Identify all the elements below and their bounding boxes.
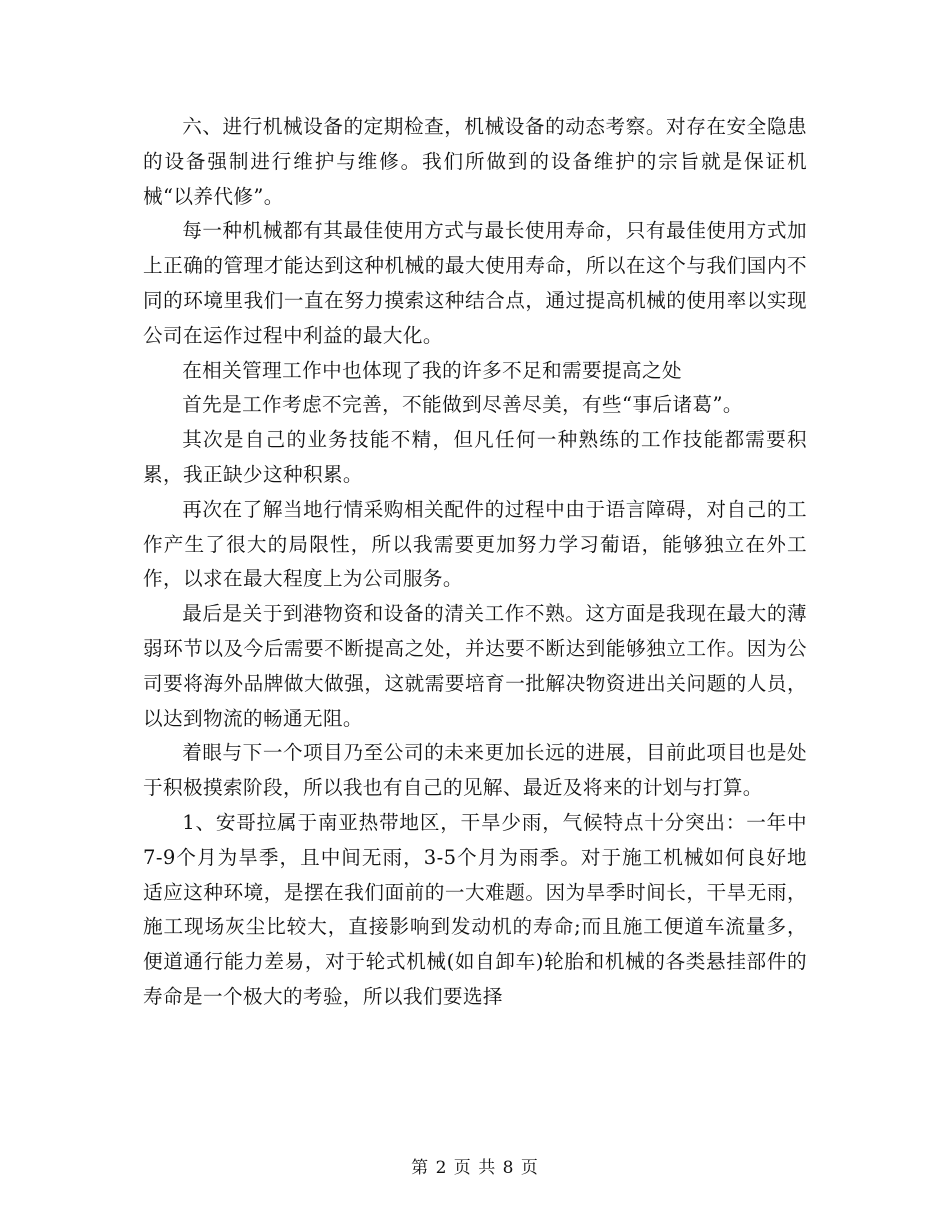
document-body: [143, 110, 807, 1015]
paragraph-plan-item-1: 1、安哥拉属于南亚热带地区，干旱少雨，气候特点十分突出：一年中7-9个月为旱季，且中间无雨，3-5个月为雨季。对于施工机械如何良好地适应这种环境，是摆在我们面前的一大难题。因为旱季时间长，干旱无雨，施工现场灰尘比较大，直接影响到发动机的寿命;而且施工便道车流量多，便道通行能力差易，对于轮式机械(如自卸车)轮胎和机械的各类悬挂部件的寿命是一个极大的考验，所以我们要选择: [143, 810, 807, 1008]
paragraph-third-shortcoming: 再次在了解当地行情采购相关配件的过程中由于语言障碍，对自己的工作产生了很大的局限性，所以我需要更加努力学习葡语，能够独立在外工作，以求在最大程度上为公司服务。: [143, 497, 807, 591]
paragraph-second-shortcoming: 其次是自己的业务技能不精，但凡任何一种熟练的工作技能都需要积累，我正缺少这种积累。: [143, 428, 807, 486]
paragraph-last-shortcoming: 最后是关于到港物资和设备的清关工作不熟。这方面是我现在最大的薄弱环节以及今后需要不断提高之处，并达要不断达到能够独立工作。因为公司要将海外品牌做大做强，这就需要培育一批解决物资进出关问题的人员，以达到物流的畅通无阻。: [143, 602, 807, 730]
paragraph-equipment-inspection: 六、进行机械设备的定期检查，机械设备的动态考察。对存在安全隐患的设备强制进行维护与维修。我们所做到的设备维护的宗旨就是保证机械“以养代修”。: [143, 115, 807, 208]
paragraph-shortcomings-intro: 在相关管理工作中也体现了我的许多不足和需要提高之处: [182, 358, 683, 382]
paragraph-first-shortcoming: 首先是工作考虑不完善，不能做到尽善尽美，有些“事后诸葛”。: [182, 393, 743, 417]
paragraph-future-outlook: 着眼与下一个项目乃至公司的未来更加长远的进展，目前此项目也是处于积极摸索阶段，所以我也有自己的见解、最近及将来的计划与打算。: [143, 741, 807, 800]
paragraph-machine-lifespan: 每一种机械都有其最佳使用方式与最长使用寿命，只有最佳使用方式加上正确的管理才能达到这种机械的最大使用寿命，所以在这个与我们国内不同的环境里我们一直在努力摸索这种结合点，通过提高机械的使用率以实现公司在运作过程中利益的最大化。: [143, 219, 807, 347]
page-number-footer: 第 2 页 共 8 页: [411, 1158, 539, 1178]
